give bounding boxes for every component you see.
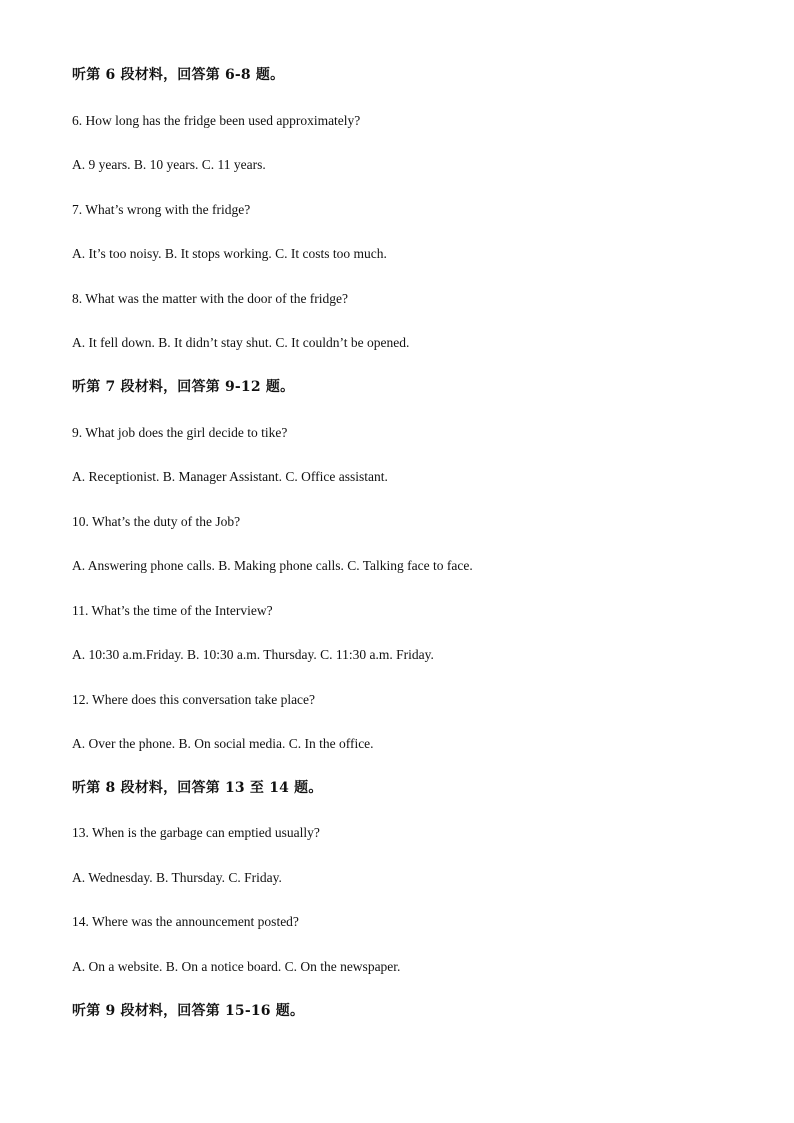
question-stem: 13. When is the garbage can emptied usually? — [72, 825, 320, 840]
question-stem: 7. What’s wrong with the fridge? — [72, 202, 251, 217]
question-stem: 12. Where does this conversation take place? — [72, 692, 316, 707]
question-stem: 10. What’s the duty of the Job? — [72, 514, 241, 529]
question-stem: 14. Where was the announcement posted? — [72, 914, 299, 929]
question-options: A. Wednesday. B. Thursday. C. Friday. — [72, 870, 282, 885]
section-heading: 听第 8 段材料，回答第 13 至 14 题。 — [72, 780, 323, 796]
question-options: A. It fell down. B. It didn’t stay shut. C. It couldn’t be opened. — [72, 335, 410, 350]
section-heading: 听第 6 段材料，回答第 6-8 题。 — [72, 67, 285, 83]
question-stem: 11. What’s the time of the Interview? — [72, 603, 273, 618]
question-stem: 8. What was the matter with the door of the fridge? — [72, 291, 349, 306]
question-options: A. Answering phone calls. B. Making phone calls. C. Talking face to face. — [72, 558, 473, 573]
question-stem: 6. How long has the fridge been used approximately? — [72, 113, 361, 128]
question-options: A. Over the phone. B. On social media. C. In the office. — [72, 736, 374, 751]
question-stem: 9. What job does the girl decide to tike? — [72, 425, 288, 440]
question-options: A. On a website. B. On a notice board. C. On the newspaper. — [72, 959, 401, 974]
section-heading: 听第 7 段材料，回答第 9-12 题。 — [72, 379, 295, 395]
question-options: A. It’s too noisy. B. It stops working. C. It costs too much. — [72, 246, 387, 261]
section-heading: 听第 9 段材料，回答第 15-16 题。 — [72, 1003, 305, 1019]
question-options: A. 10:30 a.m.Friday. B. 10:30 a.m. Thursday. C. 11:30 a.m. Friday. — [72, 647, 434, 662]
question-options: A. 9 years. B. 10 years. C. 11 years. — [72, 157, 266, 172]
question-options: A. Receptionist. B. Manager Assistant. C. Office assistant. — [72, 469, 388, 484]
